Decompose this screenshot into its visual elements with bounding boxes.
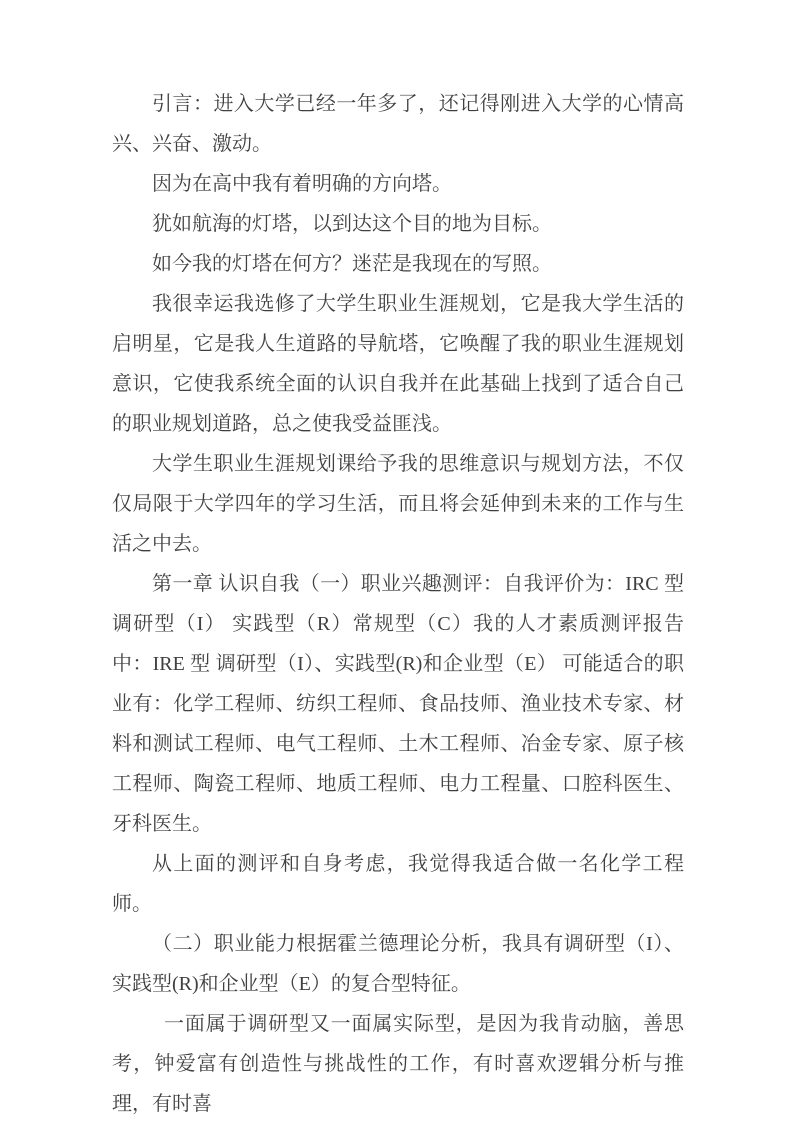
paragraph: 引言：进入大学已经一年多了，还记得刚进入大学的心情高兴、兴奋、激动。 [112,93,684,155]
paragraph: 如今我的灯塔在何方？迷茫是我现在的写照。 [152,253,552,275]
paragraph: 一面属于调研型又一面属实际型，是因为我肯动脑，善思考，钟爱富有创造性与挑战性的工作，有时喜欢逻辑分析与推理，有时喜 [112,1013,684,1115]
paragraph: 因为在高中我有着明确的方向塔。 [152,173,452,195]
paragraph: 大学生职业生涯规划课给予我的思维意识与规划方法，不仅仅局限于大学四年的学习生活，而且将会延伸到未来的工作与生活之中去。 [112,453,684,555]
paragraph: 第一章 认识自我（一）职业兴趣测评：自我评价为：IRC 型 调研型（I） 实践型（R）常规型（C）我的人才素质测评报告中：IRE 型 调研型（I）、实践型(R)和企业型（E） 可能适合的职业有：化学工程师、纺织工程师、食品技师、渔业技术专家、材料和测试工程师、电气工程师、土木工程师、冶金专家、原子核工程师、陶瓷工程师、地质工程师、电力工程量、口腔科医生、牙科医生。 [112,573,684,835]
paragraph: 从上面的测评和自身考虑，我觉得我适合做一名化学工程师。 [112,853,684,915]
paragraph: （二）职业能力根据霍兰德理论分析，我具有调研型（I）、实践型(R)和企业型（E）的复合型特征。 [112,933,684,995]
paragraph: 我很幸运我选修了大学生职业生涯规划，它是我大学生活的启明星，它是我人生道路的导航塔，它唤醒了我的职业生涯规划意识，它使我系统全面的认识自我并在此基础上找到了适合自己的职业规划道路，总之使我受益匪浅。 [112,293,684,435]
paragraph: 犹如航海的灯塔，以到达这个目的地为目标。 [152,213,552,235]
